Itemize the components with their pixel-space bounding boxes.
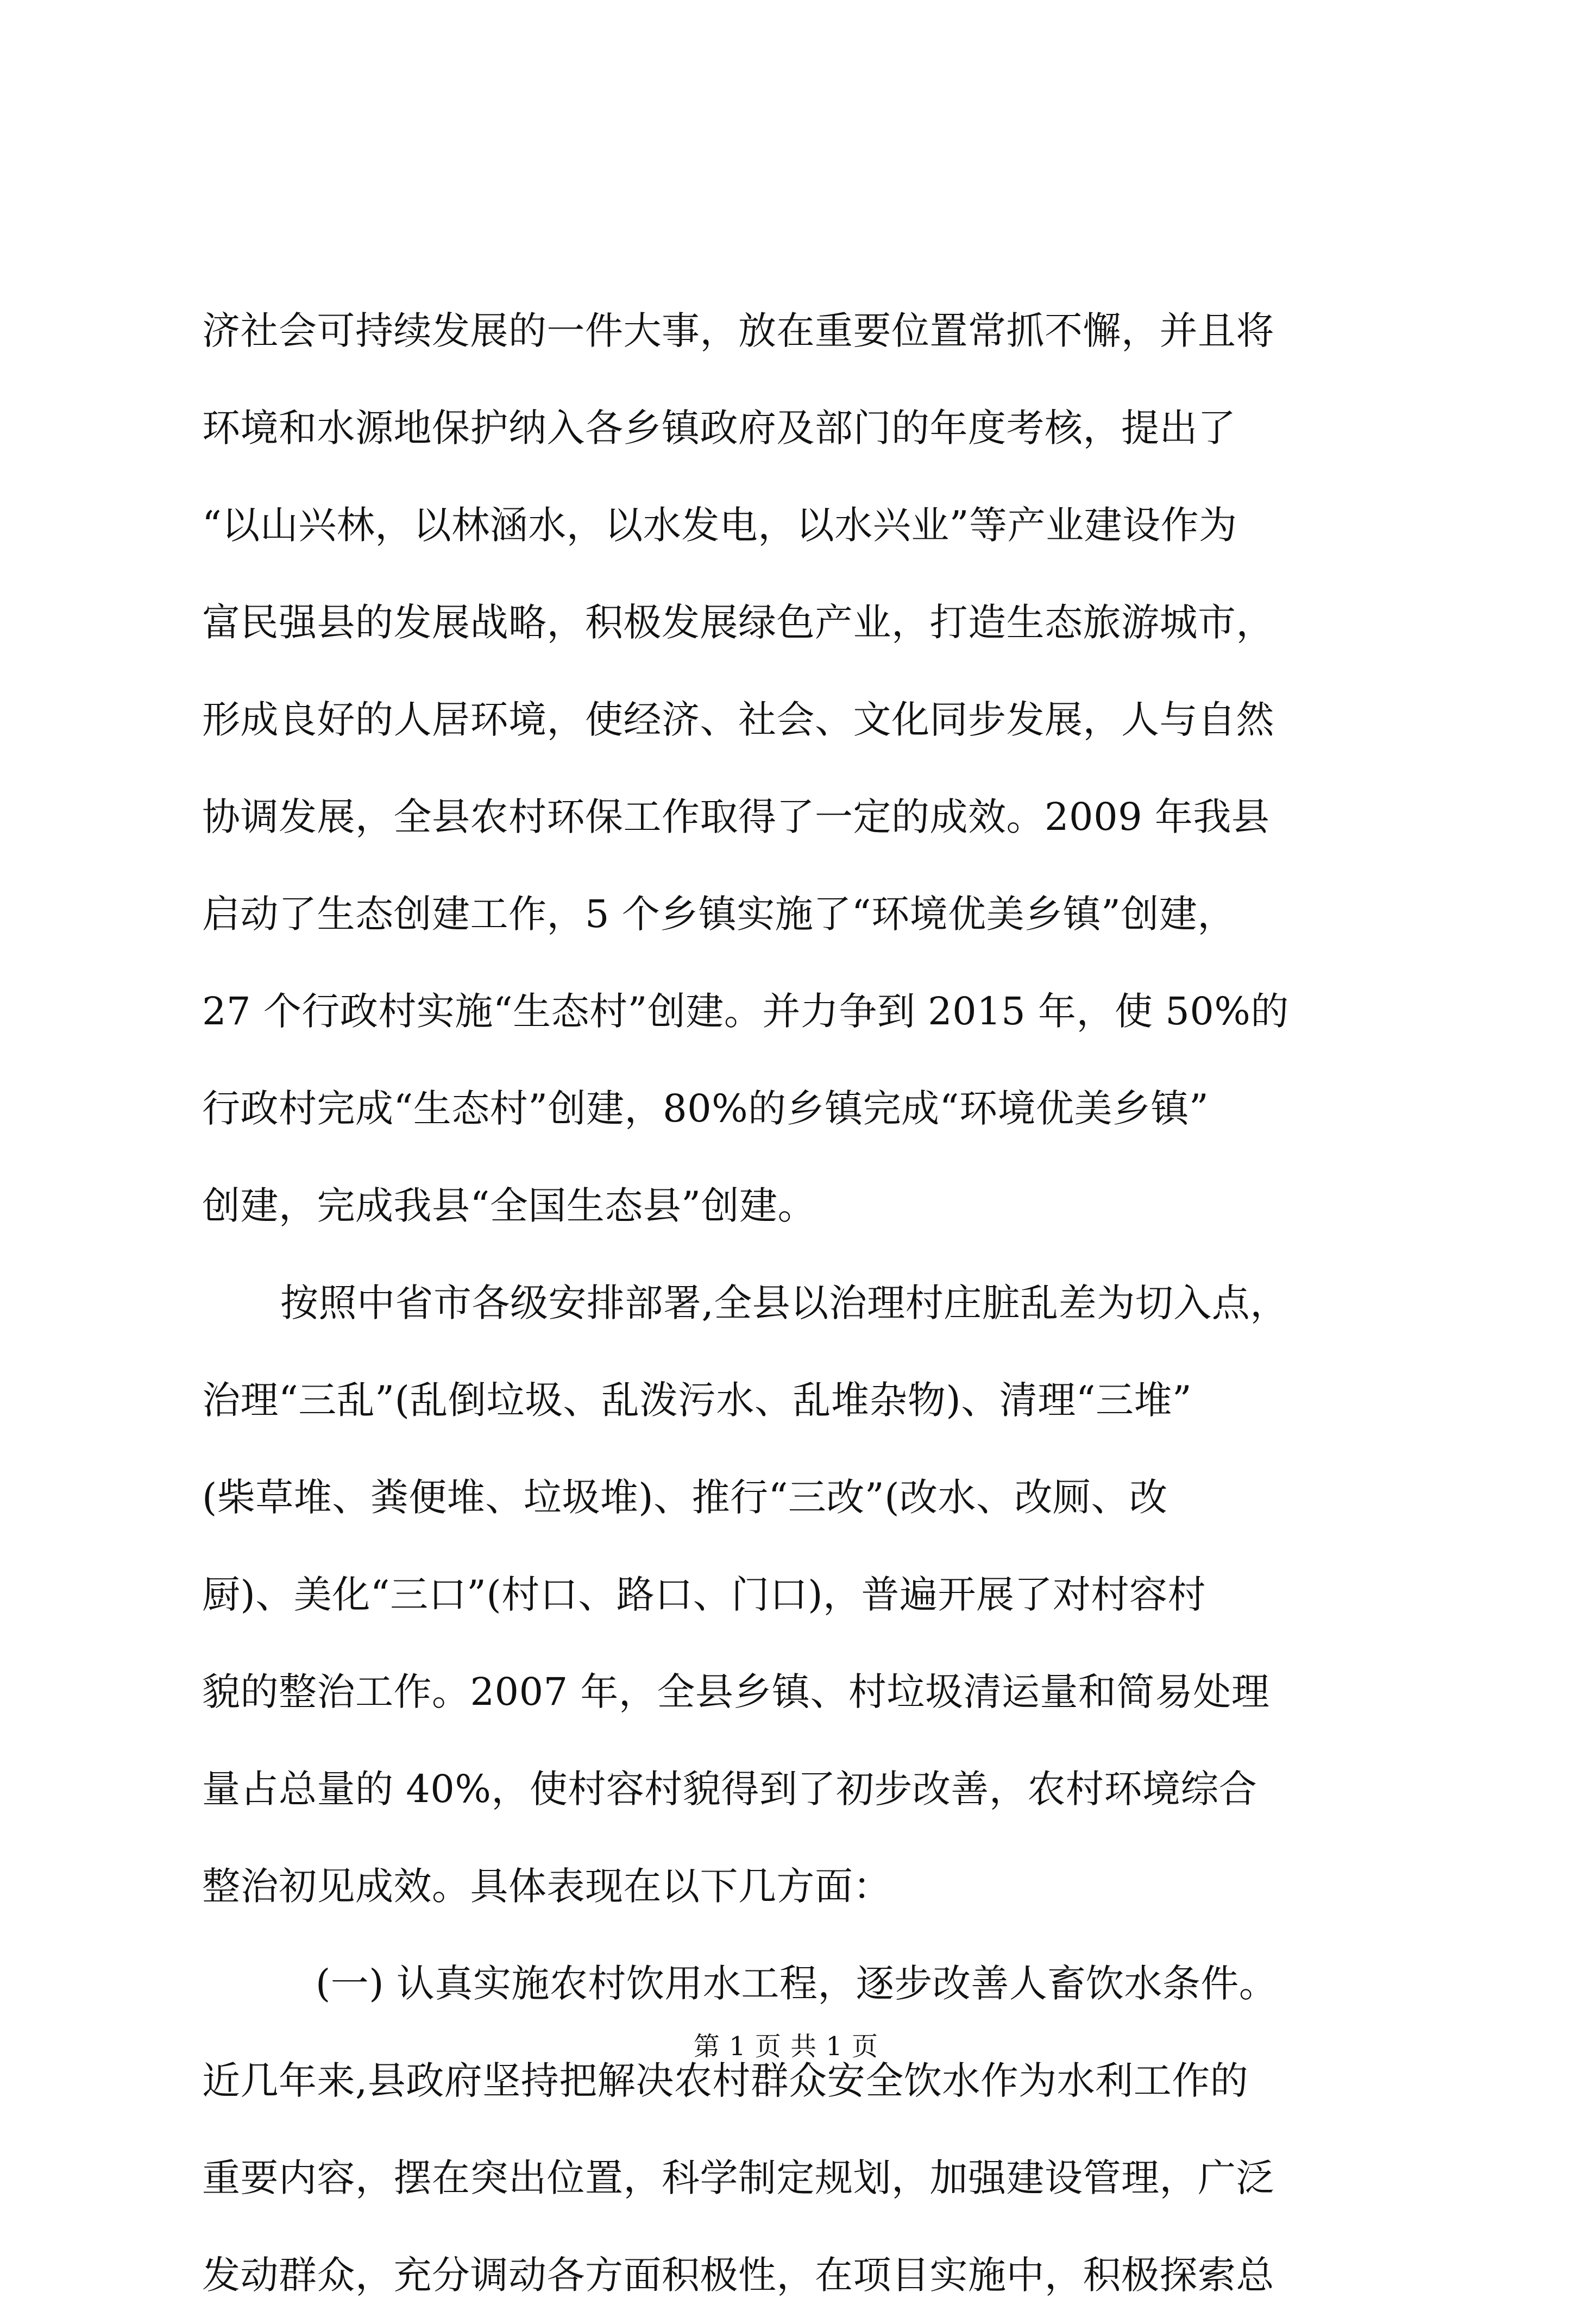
text-line-13: (柴草堆、粪便堆、垃圾堆)、推行“三改”(改水、改厕、改 <box>202 1475 1168 1520</box>
document-body <box>202 282 1370 2324</box>
text-line-16: 量占总量的 40%，使村容村貌得到了初步改善，农村环境综合 <box>202 1767 1257 1811</box>
text-line-19: 近几年来,县政府坚持把解决农村群众安全饮水作为水利工作的 <box>202 2058 1249 2103</box>
text-line-14: 厨)、美化“三口”(村口、路口、门口)，普遍开展了对村容村 <box>202 1572 1206 1617</box>
text-line-9: 行政村完成“生态村”创建，80%的乡镇完成“环境优美乡镇” <box>202 1086 1209 1131</box>
text-line-18: (一) 认真实施农村饮用水工程，逐步改善人畜饮水条件。 <box>316 1961 1278 2006</box>
text-line-12: 治理“三乱”(乱倒垃圾、乱泼污水、乱堆杂物)、清理“三堆” <box>202 1378 1192 1422</box>
text-line-15: 貌的整治工作。2007 年，全县乡镇、村垃圾清运量和简易处理 <box>202 1670 1270 1714</box>
text-line-17: 整治初见成效。具体表现在以下几方面： <box>202 1864 891 1909</box>
text-line-3: “以山兴林，以林涵水，以水发电，以水兴业”等产业建设作为 <box>202 503 1237 547</box>
text-line-4: 富民强县的发展战略，积极发展绿色产业，打造生态旅游城市， <box>202 600 1274 645</box>
text-line-20: 重要内容，摆在突出位置，科学制定规划，加强建设管理，广泛 <box>202 2156 1274 2200</box>
text-line-2: 环境和水源地保护纳入各乡镇政府及部门的年度考核，提出了 <box>202 406 1236 450</box>
text-line-6: 协调发展，全县农村环保工作取得了一定的成效。2009 年我县 <box>202 795 1270 839</box>
page-footer: 第 1 页 共 1 页 <box>693 2031 879 2062</box>
text-line-21: 发动群众，充分调动各方面积极性，在项目实施中，积极探索总 <box>202 2253 1274 2297</box>
text-line-11: 按照中省市各级安排部署,全县以治理村庄脏乱差为切入点， <box>280 1281 1288 1325</box>
text-line-1: 济社会可持续发展的一件大事，放在重要位置常抓不懈，并且将 <box>202 308 1274 353</box>
text-line-8: 27 个行政村实施“生态村”创建。并力争到 2015 年，使 50%的 <box>202 989 1289 1034</box>
text-line-10: 创建，完成我县“全国生态县”创建。 <box>202 1183 816 1228</box>
text-line-7: 启动了生态创建工作，5 个乡镇实施了“环境优美乡镇”创建， <box>202 892 1236 936</box>
text-line-5: 形成良好的人居环境，使经济、社会、文化同步发展，人与自然 <box>202 697 1274 742</box>
